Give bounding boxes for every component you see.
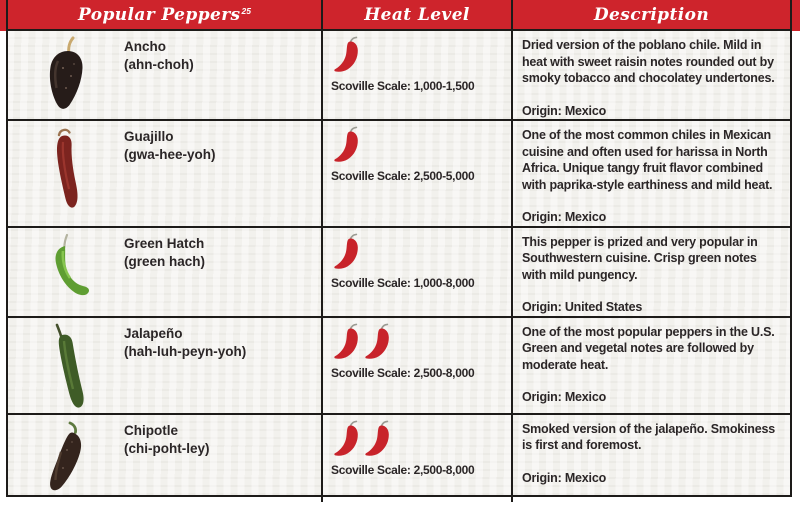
chipotle-pepper-photo [8,418,124,502]
heat-level-icons [331,36,507,72]
description-cell [511,121,790,226]
heat-cell [321,415,511,502]
table-row-ancho [8,31,790,119]
chili-pepper-icon [362,323,392,364]
popular-peppers-table [6,0,792,497]
name-cell [8,121,321,226]
description-cell [511,318,790,413]
table-row-jalapeno [8,316,790,413]
pepper-name: Guajillo [124,129,174,144]
chili-pepper-icon [331,233,361,274]
description-cell [511,415,790,502]
chili-pepper-icon [362,420,392,461]
heat-cell [321,318,511,413]
pepper-name: Green Hatch [124,235,205,251]
scoville-scale: Scoville Scale: 2,500-8,000 [331,365,475,380]
pepper-name-block [124,321,246,413]
pepper-description: Dried version of the poblano chile. Mild in heat with sweet raisin notes rounded out by smoky tobacco and chocolatey undertones. [522,38,775,85]
table-row-guajillo [8,119,790,226]
jalapeno-pepper-photo [8,321,124,413]
popular-peppers-label: Popular Peppers [78,4,241,25]
description-cell [511,31,790,119]
table-row-green-hatch [8,226,790,316]
scoville-scale: Scoville Scale: 1,000-8,000 [331,275,475,290]
pepper-description: One of the most popular peppers in the U.S. Green and vegetal notes are followed by moderate heat. [522,324,775,372]
scoville-scale: Scoville Scale: 2,500-8,000 [331,462,475,477]
pepper-name: Jalapeño [124,325,183,341]
green-hatch-pepper-photo [8,231,124,316]
pepper-name-block [124,124,216,226]
pepper-name-block [124,34,194,119]
pepper-pronunciation: (chi-poht-ley) [124,440,210,456]
chili-pepper-icon [331,36,361,77]
pepper-description: One of the most common chiles in Mexican cuisine and often used for harissa in North Africa. Unique tangy fruit flavor combined with paprika-style earthiness and mild heat. [522,128,773,192]
name-cell [8,228,321,316]
name-cell [8,415,321,502]
heat-cell [321,31,511,119]
heat-level-icons [331,126,507,162]
description-label: Description [593,4,710,25]
name-cell [8,318,321,413]
ancho-pepper-photo [8,34,124,119]
heat-level-icons [331,420,507,456]
scoville-scale: Scoville Scale: 2,500-5,000 [331,169,475,183]
footnote-marker: 25 [241,5,251,16]
pepper-name: Chipotle [124,422,178,438]
table-header-row [8,0,790,31]
column-header-description [511,0,790,29]
heat-cell [321,228,511,316]
pepper-origin: Origin: Mexico [522,390,607,404]
pepper-origin: Origin: United States [522,300,643,314]
pepper-name: Ancho [124,39,166,54]
column-header-popular-peppers [8,0,321,29]
chili-pepper-icon [331,323,361,364]
heat-level-icons [331,323,507,359]
heat-cell [321,121,511,226]
pepper-description: Smoked version of the jalapeño. Smokiness is first and foremost. [522,421,775,452]
chili-pepper-icon [331,126,361,167]
pepper-origin: Origin: Mexico [522,103,607,118]
heat-level-icons [331,233,507,269]
pepper-origin: Origin: Mexico [522,470,607,485]
pepper-pronunciation: (ahn-choh) [124,57,194,72]
table-row-chipotle [8,413,790,502]
heat-level-label: Heat Level [364,4,470,25]
description-cell [511,228,790,316]
name-cell [8,31,321,119]
column-header-heat-level [321,0,511,29]
pepper-origin: Origin: Mexico [522,210,607,224]
pepper-pronunciation: (gwa-hee-yoh) [124,147,216,162]
guajillo-pepper-photo [8,124,124,226]
pepper-name-block [124,418,210,502]
pepper-name-block [124,231,205,316]
pepper-description: This pepper is prized and very popular in Southwestern cuisine. Crisp green notes with mild pungency. [522,234,758,282]
scoville-scale: Scoville Scale: 1,000-1,500 [331,79,475,93]
pepper-pronunciation: (hah-luh-peyn-yoh) [124,343,247,359]
chili-pepper-icon [331,420,361,461]
pepper-pronunciation: (green hach) [124,253,206,269]
